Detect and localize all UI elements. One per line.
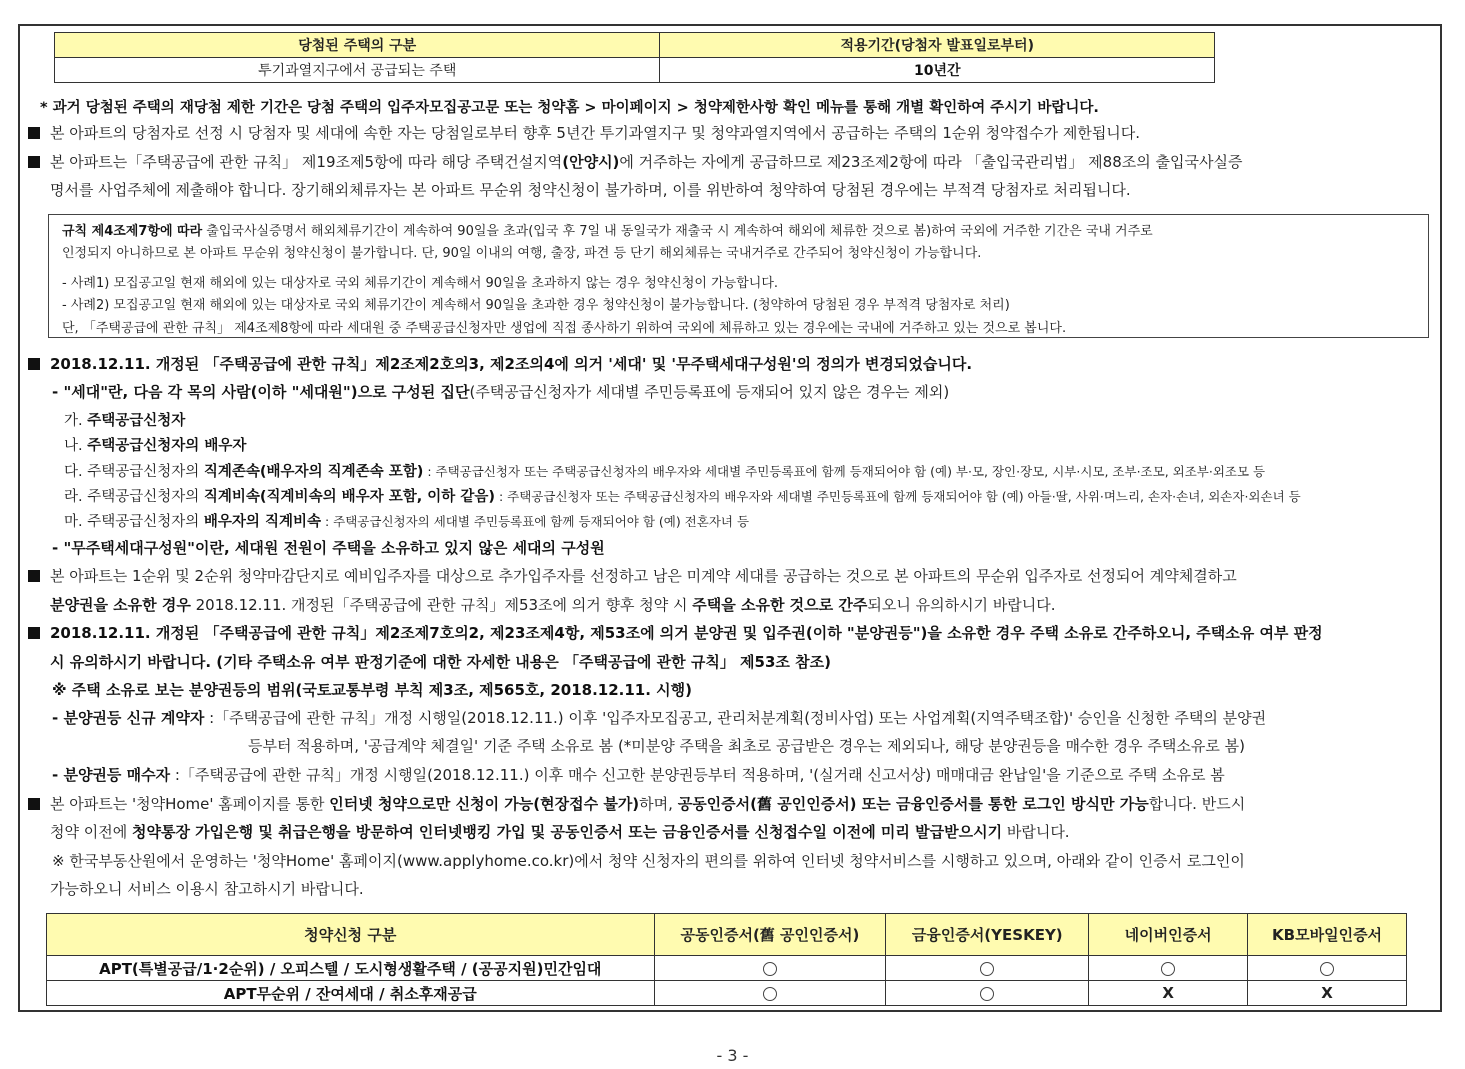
bullet-square-icon bbox=[28, 156, 40, 168]
header-kb-cert: KB모바일인증서 bbox=[1248, 914, 1407, 956]
circle-mark-icon bbox=[980, 987, 994, 1001]
para-rank-line2: 분양권을 소유한 경우 2018.12.11. 개정된「주택공급에 관한 규칙」제53조에 의거 향후 청약 시 주택을 소유한 것으로 간주되오니 유의하시기 바랍니다. bbox=[50, 596, 1056, 614]
note-rewin-limit: * 과거 당첨된 주택의 재당첨 제한 기간은 당첨 주택의 입주자모집공고문 또는 청약홈 > 마이페이지 > 청약제한사항 확인 메뉴를 통해 개별 확인하여 주시기 바랍니다. bbox=[40, 100, 1099, 116]
x-mark: X bbox=[1162, 984, 1174, 1002]
circle-mark-icon bbox=[763, 962, 777, 976]
mark-cell bbox=[654, 956, 886, 981]
circle-mark-icon bbox=[1161, 962, 1175, 976]
bullet-square-icon bbox=[28, 627, 40, 639]
para-5year-limit: 본 아파트의 당첨자로 선정 시 당첨자 및 세대에 속한 자는 당첨일로부터 향후 5년간 투기과열지구 및 청약과열지역에서 공급하는 주택의 1순위 청약접수가 제한됩니다. bbox=[28, 122, 1140, 143]
row-label: APT무순위 / 잔여세대 / 취소후재공급 bbox=[47, 981, 655, 1006]
mark-cell bbox=[654, 981, 886, 1006]
presale-buyer: - 분양권등 매수자 :「주택공급에 관한 규칙」개정 시행일(2018.12.11.) 이후 매수 신고한 분양권등부터 적용하며, '(실거래 신고서상) 매매대금 완납일'을 기준으로 주택 소유로 봄 bbox=[52, 766, 1225, 784]
box-case2: - 사례2) 모집공고일 현재 해외에 있는 대상자로 국외 체류기간이 계속해서 90일을 초과한 경우 청약신청이 불가능합니다. (청약하여 당첨된 경우 부적격 당첨자로 처리) bbox=[62, 298, 1010, 313]
box-line1: 규칙 제4조제7항에 따라 출입국사실증명서 해외체류기간이 계속하여 90일을 초과(입국 후 7일 내 동일국가 재출국 시 계속하여 해외에 체류한 것으로 봄)하여 국외에 거주한 기간은 국내 거주로 bbox=[62, 224, 1153, 239]
cell-period: 10년간 bbox=[660, 58, 1215, 83]
mark-cell bbox=[886, 981, 1089, 1006]
item-ra: 라. 주택공급신청자의 직계비속(직계비속의 배우자 포함, 이하 같음) : 주택공급신청자 또는 주택공급신청자의 배우자와 세대별 주민등록표에 함께 등재되어야 함 (예) 아들·딸, 사위·며느리, 손자·손녀, 외손자·외손녀 등 bbox=[64, 489, 1301, 505]
mark-cell bbox=[1089, 981, 1248, 1006]
para-online-only-line1: 본 아파트는 '청약Home' 홈페이지를 통한 인터넷 청약으로만 신청이 가능(현장접수 불가)하며, 공동인증서(舊 공인인증서) 또는 금융인증서를 통한 로그인 방식만 가능합니다. 반드시 bbox=[28, 793, 1245, 814]
header-period: 적용기간(당첨자 발표일로부터) bbox=[660, 33, 1215, 58]
mark-cell bbox=[1248, 956, 1407, 981]
header-naver-cert: 네이버인증서 bbox=[1089, 914, 1248, 956]
cell-house-type: 투기과열지구에서 공급되는 주택 bbox=[55, 58, 660, 83]
applyhome-note-line2: 가능하오니 서비스 이용시 참고하시기 바랍니다. bbox=[50, 880, 364, 898]
item-ma: 마. 주택공급신청자의 배우자의 직계비속 : 주택공급신청자의 세대별 주민등록표에 함께 등재되어야 함 (예) 전혼자녀 등 bbox=[64, 514, 750, 530]
box-line2: 인정되지 아니하므로 본 아파트 무순위 청약신청이 불가합니다. 단, 90일 이내의 여행, 출장, 파견 등 단기 해외체류는 국내거주로 간주되어 청약신청이 가능합니다. bbox=[62, 246, 982, 261]
mark-cell bbox=[886, 956, 1089, 981]
item-na: 나. 주택공급신청자의 배우자 bbox=[64, 438, 247, 454]
bullet-square-icon bbox=[28, 798, 40, 810]
header-apply-type: 청약신청 구분 bbox=[47, 914, 655, 956]
para-residency-line1: 본 아파트는「주택공급에 관한 규칙」 제19조제5항에 따라 해당 주택건설지역(안양시)에 거주하는 자에게 공급하므로 제23조제2항에 따라 「출입국관리법」 제88조의 출입국사실증 bbox=[28, 151, 1242, 172]
section-household-title: 2018.12.11. 개정된 「주택공급에 관한 규칙」제2조제2호의3, 제2조의4에 의거 '세대' 및 '무주택세대구성원'의 정의가 변경되었습니다. bbox=[28, 353, 972, 374]
table-row bbox=[47, 956, 1407, 981]
para-online-only-line2: 청약 이전에 청약통장 가입은행 및 취급은행을 방문하여 인터넷뱅킹 가입 및 공동인증서 또는 금융인증서를 신청접수일 이전에 미리 발급받으시기 바랍니다. bbox=[50, 823, 1070, 841]
circle-mark-icon bbox=[980, 962, 994, 976]
row-label: APT(특별공급/1·2순위) / 오피스텔 / 도시형생활주택 / (공공지원)민간임대 bbox=[47, 956, 655, 981]
header-joint-cert: 공동인증서(舊 공인인증서) bbox=[654, 914, 886, 956]
header-house-type: 당첨된 주택의 구분 bbox=[55, 33, 660, 58]
certificate-table bbox=[46, 913, 1407, 1006]
nohouse-definition: - "무주택세대구성원"이란, 세대원 전원이 주택을 소유하고 있지 않은 세대의 구성원 bbox=[52, 539, 605, 557]
restriction-period-table bbox=[54, 32, 1215, 83]
box-note: 단, 「주택공급에 관한 규칙」 제4조제8항에 따라 세대원 중 주택공급신청자만 생업에 직접 종사하기 위하여 국외에 체류하고 있는 경우에는 국내에 거주하고 있는 것으로 봅니다. bbox=[62, 321, 1067, 336]
mark-cell bbox=[1089, 956, 1248, 981]
circle-mark-icon bbox=[1320, 962, 1334, 976]
para-presale-right-line2: 시 유의하시기 바랍니다. (기타 주택소유 여부 판정기준에 대한 자세한 내용은 「주택공급에 관한 규칙」 제53조 참조) bbox=[50, 653, 831, 671]
bullet-square-icon bbox=[28, 570, 40, 582]
presale-new-contract: - 분양권등 신규 계약자 :「주택공급에 관한 규칙」개정 시행일(2018.12.11.) 이후 '입주자모집공고, 관리처분계획(정비사업) 또는 사업계획(지역주택조합)' 승인을 신청한 주택의 분양권 bbox=[52, 709, 1267, 727]
para-rank-line1: 본 아파트는 1순위 및 2순위 청약마감단지로 예비입주자를 대상으로 추가입주자를 선정하고 남은 미계약 세대를 공급하는 것으로 본 아파트의 무순위 입주자로 선정되어 계약체결하고 bbox=[28, 565, 1237, 586]
item-da: 다. 주택공급신청자의 직계존속(배우자의 직계존속 포함) : 주택공급신청자 또는 주택공급신청자의 배우자와 세대별 주민등록표에 함께 등재되어야 함 (예) 부·모, 장인·장모, 시부·시모, 조부·조모, 외조부·외조모 등 bbox=[64, 464, 1266, 480]
item-ga: 가. 주택공급신청자 bbox=[64, 413, 186, 429]
bullet-square-icon bbox=[28, 127, 40, 139]
household-definition: - "세대"란, 다음 각 목의 사람(이하 "세대원")으로 구성된 집단(주택공급신청자가 세대별 주민등록표에 등재되어 있지 않은 경우는 제외) bbox=[52, 383, 950, 401]
applyhome-note-line1: ※ 한국부동산원에서 운영하는 '청약Home' 홈페이지(www.applyhome.co.kr)에서 청약 신청자의 편의를 위하여 인터넷 청약서비스를 시행하고 있으며, 아래와 같이 인증서 로그인이 bbox=[52, 852, 1245, 870]
para-presale-right-line1: 2018.12.11. 개정된 「주택공급에 관한 규칙」제2조제7호의2, 제23조제4항, 제53조에 의거 분양권 및 입주권(이하 "분양권등")을 소유한 경우 주택 소유로 간주하오니, 주택소유 여부 판정 bbox=[28, 622, 1323, 643]
presale-scope-note: ※ 주택 소유로 보는 분양권등의 범위(국토교통부령 부칙 제3조, 제565호, 2018.12.11. 시행) bbox=[52, 681, 692, 699]
mark-cell bbox=[1248, 981, 1407, 1006]
page-number: - 3 - bbox=[716, 1046, 749, 1065]
box-case1: - 사례1) 모집공고일 현재 해외에 있는 대상자로 국외 체류기간이 계속해서 90일을 초과하지 않는 경우 청약신청이 가능합니다. bbox=[62, 276, 779, 291]
para-residency-line2: 명서를 사업주체에 제출해야 합니다. 장기해외체류자는 본 아파트 무순위 청약신청이 불가하며, 이를 위반하여 청약하여 당첨된 경우에는 부적격 당첨자로 처리됩니다. bbox=[50, 181, 1131, 199]
table-row bbox=[47, 981, 1407, 1006]
circle-mark-icon bbox=[763, 987, 777, 1001]
bullet-square-icon bbox=[28, 358, 40, 370]
header-finance-cert: 금융인증서(YESKEY) bbox=[886, 914, 1089, 956]
x-mark: X bbox=[1321, 984, 1333, 1002]
presale-new-contract-line2: 등부터 적용하며, '공급계약 체결일' 기준 주택 소유로 봄 (*미분양 주택을 최초로 공급받은 경우는 제외되나, 해당 분양권등을 매수한 경우 주택소유로 봄) bbox=[248, 737, 1245, 755]
